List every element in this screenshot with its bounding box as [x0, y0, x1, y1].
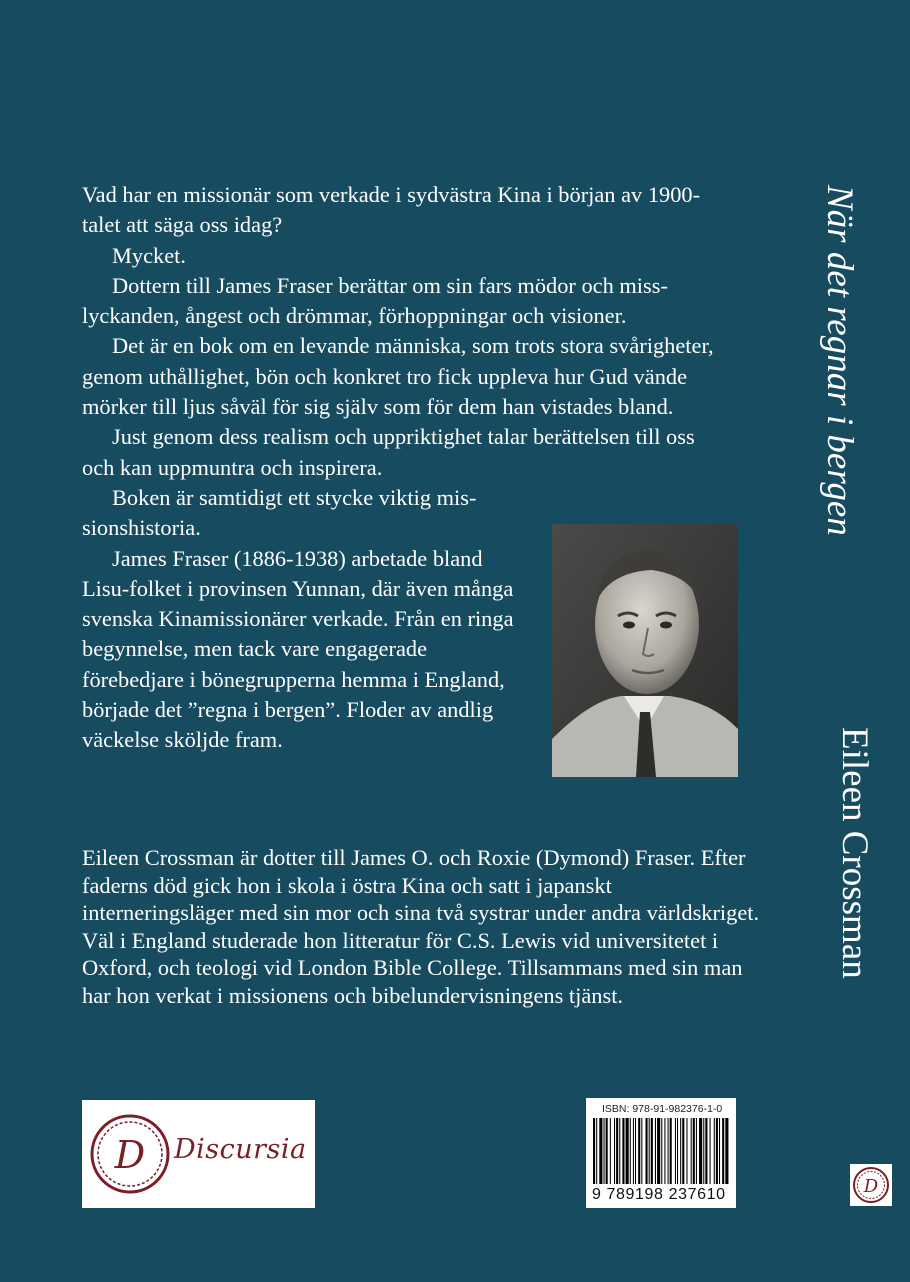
- seal-letter: D: [114, 1133, 146, 1177]
- publisher-logo: [82, 1100, 315, 1208]
- barcode-bar: [696, 1118, 697, 1184]
- barcode-bar: [626, 1118, 629, 1184]
- publisher-name: Discursia: [174, 1134, 307, 1165]
- portrait-illustration: [552, 524, 738, 777]
- barcode-bars: [593, 1118, 729, 1186]
- barcode-bar: [705, 1118, 707, 1184]
- blurb-paragraph-daughter: Dottern till James Fraser berättar om sin fars mödor och misslyckanden, ångest och drömmar, förhoppningar och visioner.: [82, 272, 668, 329]
- publisher-seal-icon: [88, 1112, 172, 1196]
- barcode-bar: [682, 1118, 684, 1184]
- barcode-bar: [638, 1118, 640, 1184]
- barcode-bar: [668, 1118, 669, 1184]
- barcode-bar: [710, 1118, 711, 1184]
- barcode-bar: [610, 1118, 611, 1184]
- barcode-bar: [722, 1118, 724, 1184]
- barcode-bar: [699, 1118, 702, 1184]
- blurb-paragraph-answer: Mycket.: [112, 242, 186, 268]
- barcode-bar: [670, 1118, 672, 1184]
- barcode-bar: [649, 1118, 650, 1184]
- small-seal-letter: D: [863, 1176, 879, 1197]
- barcode-bar: [651, 1118, 653, 1184]
- barcode-bar: [714, 1118, 715, 1184]
- barcode-bar: [614, 1118, 615, 1184]
- james-fraser-portrait: [552, 524, 738, 777]
- blurb-paragraph-mission-history: Boken är samtidigt ett stycke viktig missionshistoria.: [82, 484, 477, 541]
- barcode-bar: [703, 1118, 704, 1184]
- barcode-bar: [596, 1118, 597, 1184]
- isbn-label: ISBN: 978-91-982376-1-0: [602, 1103, 723, 1115]
- isbn-barcode: [586, 1098, 736, 1208]
- barcode-digits: 9 789198 237610: [592, 1186, 726, 1203]
- barcode-bar: [657, 1118, 660, 1184]
- barcode-bar: [619, 1118, 620, 1184]
- barcode-bar: [716, 1118, 718, 1184]
- barcode-bar: [604, 1118, 605, 1184]
- barcode-bar: [725, 1118, 728, 1184]
- barcode-bar: [693, 1118, 695, 1184]
- barcode-bar: [675, 1118, 676, 1184]
- about-author-text: Eileen Crossman är dotter till James O. och Roxie (Dymond) Fraser. Efter faderns död gick hon i skola i östra Kina och satt i japanskt interneringsläger med sin mor och sina två systrar under andra världskriget. Väl i England studerade hon litteratur för C.S. Lewis vid universitetet i Oxford, och teologi vid London Bible College. Tillsammans med sin man har hon verkat i missionens och bibelundervisningens tjänst.: [82, 845, 760, 1008]
- barcode-bar: [691, 1118, 692, 1184]
- author-name: Eileen Crossman: [834, 727, 875, 979]
- barcode-bar: [606, 1118, 608, 1184]
- barcode-bar: [677, 1118, 678, 1184]
- barcode-bar: [680, 1118, 681, 1184]
- barcode-bar: [719, 1118, 720, 1184]
- barcode-bar: [633, 1118, 634, 1184]
- blurb-paragraph-james-fraser: James Fraser (1886-1938) arbetade bland Lisu-folket i provinsen Yunnan, där även många svenska Kinamissionärer verkade. Från en ringa begynnelse, men tack vare engagerade förebedjare i bönegrupperna hemma i England, började det ”regna i bergen”. Floder av andlig väckelse sköljde fram.: [82, 545, 514, 753]
- blurb-paragraph-intro: Vad har en missionär som verkade i sydvästra Kina i början av 1900- talet att säga oss idag?: [82, 182, 701, 238]
- barcode-bar: [661, 1118, 662, 1184]
- barcode-bar: [599, 1118, 602, 1184]
- blurb-paragraph-living-person: Det är en bok om en levande människa, som trots stora svårigheter, genom uthållighet, bön och konkret tro fick uppleva hur Gud vände mörker till ljus såväl för sig själv som för dem han vistades bland.: [82, 333, 714, 420]
- small-publisher-seal-icon: [850, 1164, 892, 1206]
- barcode-bar: [641, 1118, 642, 1184]
- barcode-bar: [664, 1118, 665, 1184]
- barcode-bar: [655, 1118, 656, 1184]
- barcode-bar: [686, 1118, 687, 1184]
- barcode-bar: [635, 1118, 636, 1184]
- barcode-bar: [630, 1118, 631, 1184]
- blurb-paragraph-realism: Just genom dess realism och uppriktighet talar berättelsen till oss och kan uppmuntra och inspirera.: [82, 424, 695, 480]
- barcode-bar: [593, 1118, 595, 1184]
- barcode-bar: [622, 1118, 624, 1184]
- about-author: [82, 844, 762, 1010]
- barcode-bar: [616, 1118, 618, 1184]
- book-title: När det regnar i bergen: [819, 185, 860, 536]
- barcode-bar: [646, 1118, 648, 1184]
